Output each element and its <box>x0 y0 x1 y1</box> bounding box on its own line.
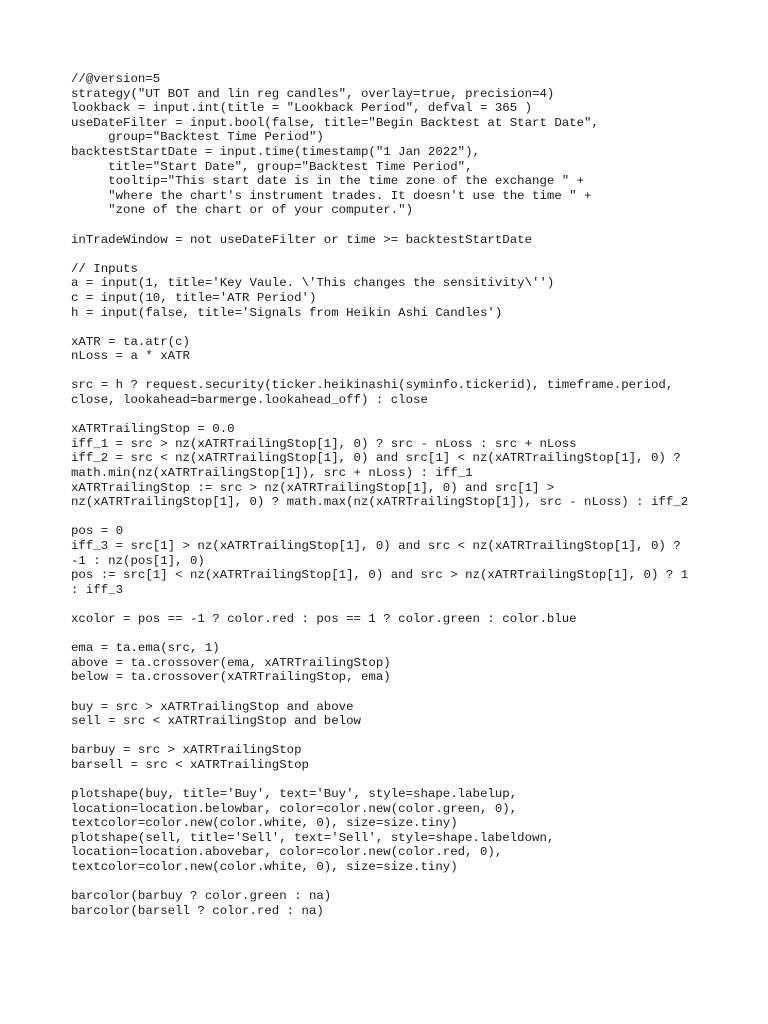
code-line: buy = src > xATRTrailingStop and above <box>71 699 354 714</box>
code-line: math.min(nz(xATRTrailingStop[1]), src + nLoss) : iff_1 <box>71 466 473 481</box>
blank-line <box>71 685 711 700</box>
code-line: below = ta.crossover(xATRTrailingStop, ema) <box>71 670 391 685</box>
code-line: inTradeWindow = not useDateFilter or time >= backtestStartDate <box>71 232 533 247</box>
code-line: xATRTrailingStop := src > nz(xATRTrailingStop[1], 0) and src[1] > <box>71 480 555 495</box>
blank-line <box>71 729 711 744</box>
code-line: strategy("UT BOT and lin reg candles", overlay=true, precision=4) <box>71 86 555 101</box>
code-line: : iff_3 <box>71 582 124 597</box>
code-line: useDateFilter = input.bool(false, title="Begin Backtest at Start Date", <box>71 115 599 130</box>
blank-line <box>71 247 711 262</box>
code-line: src = h ? request.security(ticker.heikinashi(syminfo.tickerid), timeframe.period, <box>71 378 674 393</box>
code-line: iff_2 = src < nz(xATRTrailingStop[1], 0) and src[1] < nz(xATRTrailingStop[1], 0) ? <box>71 451 681 466</box>
code-line: xATR = ta.atr(c) <box>71 334 190 349</box>
code-line: xATRTrailingStop = 0.0 <box>71 422 235 437</box>
code-line: barsell = src < xATRTrailingStop <box>71 757 309 772</box>
blank-line <box>71 875 711 890</box>
code-line: textcolor=color.new(color.white, 0), size=size.tiny) <box>71 816 458 831</box>
code-line: location=location.belowbar, color=color.new(color.green, 0), <box>71 801 518 816</box>
code-line: //@version=5 <box>71 72 161 86</box>
blank-line <box>71 510 711 525</box>
code-document <box>71 72 711 918</box>
code-line: plotshape(buy, title='Buy', text='Buy', style=shape.labelup, <box>71 787 518 802</box>
code-line: pos = 0 <box>71 524 124 539</box>
code-line: location=location.abovebar, color=color.new(color.red, 0), <box>71 845 503 860</box>
code-line: nLoss = a * xATR <box>71 349 190 364</box>
code-line: plotshape(sell, title='Sell', text='Sell', style=shape.labeldown, <box>71 830 555 845</box>
code-line: group="Backtest Time Period") <box>71 130 324 145</box>
code-line: textcolor=color.new(color.white, 0), size=size.tiny) <box>71 860 458 875</box>
code-line: "where the chart's instrument trades. It doesn't use the time " + <box>71 188 592 203</box>
code-line: // Inputs <box>71 261 138 276</box>
blank-line <box>71 597 711 612</box>
code-line: title="Start Date", group="Backtest Time Period", <box>71 159 473 174</box>
code-line: iff_3 = src[1] > nz(xATRTrailingStop[1], 0) and src < nz(xATRTrailingStop[1], 0) ? <box>71 539 681 553</box>
code-line: lookback = input.int(title = "Lookback Period", defval = 365 ) <box>71 101 533 116</box>
code-line: xcolor = pos == -1 ? color.red : pos == 1 ? color.green : color.blue <box>71 611 577 626</box>
code-line: tooltip="This start date is in the time zone of the exchange " + <box>71 174 585 189</box>
code-line: close, lookahead=barmerge.lookahead_off) : close <box>71 393 428 408</box>
blank-line <box>71 627 711 642</box>
blank-line <box>71 773 711 788</box>
code-line: a = input(1, title='Key Vaule. \'This changes the sensitivity\'') <box>71 276 555 291</box>
code-line: pos := src[1] < nz(xATRTrailingStop[1], 0) and src > nz(xATRTrailingStop[1], 0) ? 1 <box>71 568 689 583</box>
code-line: barcolor(barbuy ? color.green : na) <box>71 889 332 904</box>
code-line: -1 : nz(pos[1], 0) <box>71 553 205 568</box>
blank-line <box>71 320 711 335</box>
code-line: iff_1 = src > nz(xATRTrailingStop[1], 0) ? src - nLoss : src + nLoss <box>71 436 577 451</box>
code-line: nz(xATRTrailingStop[1], 0) ? math.max(nz(xATRTrailingStop[1]), src - nLoss) : iff_2 <box>71 495 689 510</box>
code-line: "zone of the chart or of your computer.") <box>71 203 414 218</box>
code-line: barcolor(barsell ? color.red : na) <box>71 903 324 918</box>
code-line: c = input(10, title='ATR Period') <box>71 290 317 305</box>
code-line: backtestStartDate = input.time(timestamp("1 Jan 2022"), <box>71 144 480 159</box>
code-line: barbuy = src > xATRTrailingStop <box>71 743 302 758</box>
blank-line <box>71 408 711 423</box>
code-line: h = input(false, title='Signals from Heikin Ashi Candles') <box>71 305 503 320</box>
code-line: ema = ta.ema(src, 1) <box>71 641 220 656</box>
code-line: sell = src < xATRTrailingStop and below <box>71 714 361 729</box>
blank-line <box>71 218 711 233</box>
blank-line <box>71 364 711 379</box>
code-line: above = ta.crossover(ema, xATRTrailingStop) <box>71 655 391 670</box>
